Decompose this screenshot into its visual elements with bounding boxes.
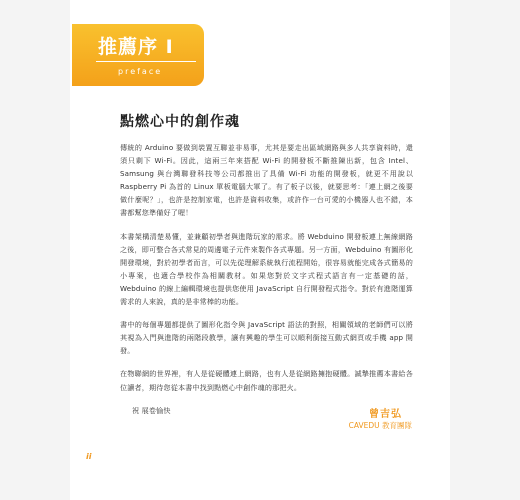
chapter-title: 推薦序 I <box>98 36 174 58</box>
paragraph: 傳統的 Arduino 要做到裝置互聯並非易事，尤其是要走出區域網路與多人共享資料時，還須只剩下 Wi-Fi。因此，這兩三年來搭配 Wi-Fi 的開發板不斷推陳出新，包含 Intel、Samsung 與台灣聯發科技等公司都推出了具備 Wi-Fi 功能的開發板，就更不用說以 Raspberry Pi 為首的 Linux 單板電腦大軍了。有了板子以後，就要思考：「連上網之後要做什麼呢？」，也許是控制家電，也許是資料收集，或許作一台可愛的小機器人也不錯，本書都幫您準備好了喔！ <box>120 143 413 218</box>
author-organization: CAVEDU 教育團隊 <box>348 421 412 430</box>
preface-body <box>120 141 413 427</box>
header-divider <box>96 61 196 62</box>
chapter-subtitle: preface <box>118 67 163 76</box>
paragraph: 在物聯網的世界裡，有人是從硬體連上網路，也有人是從網路擁抱硬體。誠摯推薦本書給各位讀者，期待您從本書中找到點燃心中創作魂的那把火。 <box>120 369 413 392</box>
preface-title: 點燃心中的創作魂 <box>120 114 240 130</box>
page-number: ii <box>86 452 92 461</box>
closing-line: 祝 展卷愉快 <box>132 405 171 415</box>
author-name: 曾吉弘 <box>369 409 402 420</box>
paragraph: 書中的每個專題都提供了圖形化指令與 JavaScript 語法的對照，相關領域的老師們可以將其視為入門與進階的兩階段教學，讓有興趣的學生可以順利銜接互動式網頁或手機 app 開發。 <box>120 320 413 356</box>
paragraph: 本書架構清楚易懂，並兼顧初學者與進階玩家的需求。將 Webduino 開發板連上無線網路之後，即可整合各式常見的周邊電子元件來製作各式專題。另一方面，Webduino 有圖形化開發環境，對於初學者而言，可以先從理解系統執行流程開始，很容易就能完成各式簡易的小專案，也適合學校作為相關教材。如果您對於文字式程式語言有一定基礎的話，Webduino 的線上編輯環境也提供您使用 JavaScript 自行開發程式指令。對於有進階運算需求的人來說，真的是非常棒的功能。 <box>120 231 413 307</box>
